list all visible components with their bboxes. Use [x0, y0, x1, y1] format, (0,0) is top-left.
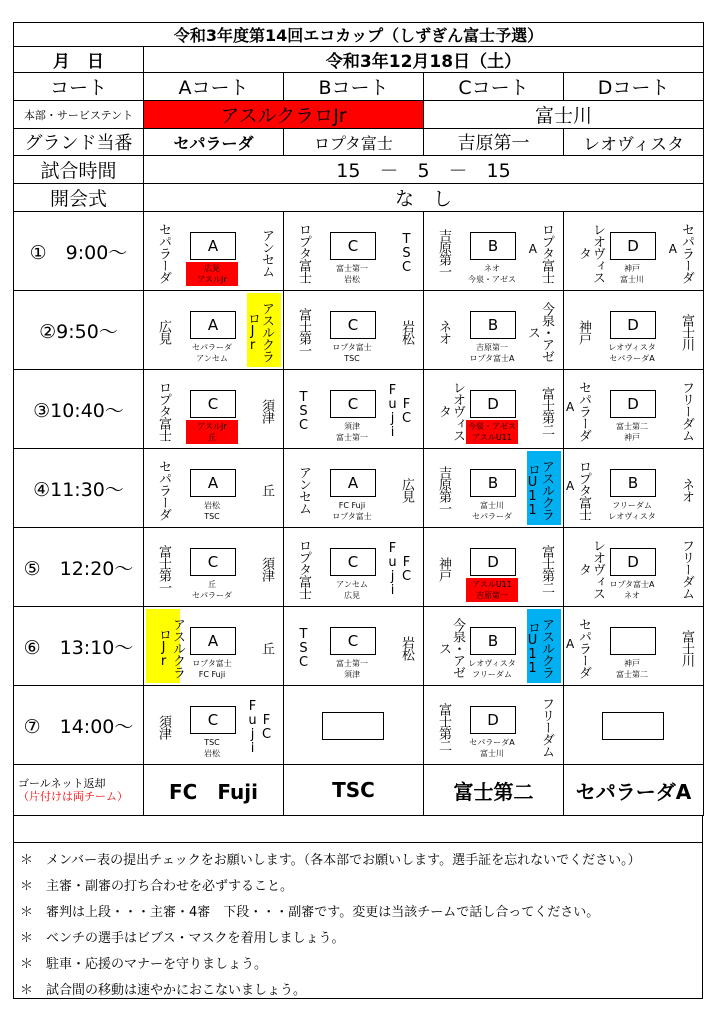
match-cell	[284, 528, 424, 607]
slot-time-label: ① 9:00～	[14, 212, 144, 291]
slot-time-label: ④11:30～	[14, 449, 144, 528]
referee-main: 須津	[344, 422, 360, 431]
goal-label: ゴールネット返却	[18, 777, 106, 790]
slot-time-label: ②9:50～	[14, 291, 144, 370]
home-team: 広見	[156, 320, 171, 344]
home-team: セパラーダ	[156, 460, 171, 520]
referee-main: レオヴィスタ	[468, 659, 516, 668]
away-team: フリーダム	[539, 697, 554, 757]
slot-time-label: ⑥ 13:10～	[14, 607, 144, 686]
referee-main: レオヴィスタ	[608, 343, 656, 352]
match-cell	[424, 212, 564, 291]
home-team: ロプタ富士	[296, 539, 311, 599]
match-cell	[424, 449, 564, 528]
match-cell	[144, 370, 284, 449]
away-team: 富士川	[679, 314, 695, 350]
match-cell	[144, 291, 284, 370]
referee-assistant: 広見	[344, 591, 360, 600]
referee-assistant: アスルU11	[472, 433, 512, 442]
court-label: コート	[14, 73, 144, 101]
home-team: アスルクラロJr	[156, 618, 185, 678]
referee-main: アスルU11	[472, 580, 512, 589]
away-team: アンセム	[259, 229, 274, 277]
away-team: 須津	[259, 399, 274, 423]
away-team: フリーダム	[679, 381, 695, 441]
referee-assistant: 富士川	[620, 275, 644, 284]
goal-note: （片付けは両チーム）	[18, 790, 128, 803]
referee-main: TSC	[204, 738, 220, 747]
team-prefix: A	[566, 637, 575, 651]
match-cell	[144, 607, 284, 686]
away-team: 今泉・アゼス	[525, 302, 554, 362]
court-box: A	[190, 311, 236, 339]
away-team: セパラーダ	[679, 223, 695, 283]
referee-assistant: 吉原第一	[476, 591, 508, 600]
home-team: 今泉・アゼス	[436, 618, 465, 678]
away-team: フリーダム	[679, 539, 695, 599]
court-box: D	[470, 706, 516, 734]
match-cell	[144, 449, 284, 528]
home-team: アンセム	[296, 466, 311, 514]
court-box: C	[190, 390, 236, 418]
match-cell	[424, 528, 564, 607]
ground-a: セパラーダ	[144, 129, 284, 156]
opening-label: 開会式	[14, 184, 144, 212]
referee-main: 富士第一	[336, 264, 368, 273]
match-cell	[284, 686, 424, 765]
court-box: D	[470, 548, 516, 576]
away-team: アスルクラロU11	[525, 618, 554, 678]
referee-main: FC Fuji	[338, 501, 366, 510]
referee-assistant: FC Fuji	[198, 670, 226, 679]
time-value: 15 － 5 － 15	[144, 156, 704, 184]
match-cell	[564, 449, 704, 528]
match-cell	[564, 291, 704, 370]
date-value: 令和3年12月18日（土）	[144, 47, 704, 73]
team-prefix: A	[566, 479, 575, 493]
home-team: ロプタ富士	[296, 223, 311, 283]
home-team: レオヴィスタ	[576, 223, 605, 283]
court-box: D	[610, 311, 656, 339]
match-cell	[284, 291, 424, 370]
home-team: レオヴィスタ	[576, 539, 605, 599]
slot-time-label: ⑦ 14:00～	[14, 686, 144, 765]
home-team: ロプタ富士	[156, 381, 171, 441]
referee-assistant: セパラーダ	[192, 591, 232, 600]
court-box: C	[330, 390, 376, 418]
referee-main: ロプタ富士	[192, 659, 232, 668]
court-box: D	[610, 548, 656, 576]
referee-main: セパラーダA	[469, 738, 515, 747]
match-cell	[424, 291, 564, 370]
referee-main: ロプタ富士A	[609, 580, 655, 589]
note-line: ＊ 試合間の移動は速やかにおこないましょう。	[20, 983, 307, 998]
match-cell	[144, 212, 284, 291]
note-line: ＊ 駐車・応援のマナーを守りましょう。	[20, 957, 268, 972]
away-team: アスルクラロJr	[245, 302, 274, 362]
notes-box	[13, 842, 703, 999]
note-line: ＊ 主審・副審の打ち合わせを必ずすること。	[20, 879, 294, 894]
hq-ab: アスルクラロJr	[144, 101, 424, 129]
match-cell	[564, 607, 704, 686]
referee-main: アンセム	[336, 580, 368, 589]
referee-assistant: 富士第二	[616, 670, 648, 679]
referee-assistant: ネオ	[624, 591, 640, 600]
match-cell	[564, 528, 704, 607]
court-box: C	[330, 311, 376, 339]
hq-label: 本部・サービステント	[14, 101, 144, 129]
away-team: FC Fuji	[245, 699, 274, 755]
match-cell	[424, 607, 564, 686]
time-label: 試合時間	[14, 156, 144, 184]
match-cell	[284, 370, 424, 449]
home-team: ネオ	[436, 320, 451, 344]
referee-assistant: アンセム	[196, 354, 228, 363]
court-box: B	[470, 469, 516, 497]
referee-main: セパラーダ	[192, 343, 232, 352]
away-team: ロプタ富士	[539, 223, 554, 283]
home-team: 吉原第一	[436, 229, 451, 277]
schedule-sheet	[13, 22, 703, 816]
referee-assistant: ロプタ富士	[332, 512, 372, 521]
referee-main: 富士第一	[336, 659, 368, 668]
home-team: TSC	[296, 627, 311, 669]
court-box: D	[610, 232, 656, 260]
away-team: 富士川	[679, 630, 695, 666]
opening-value: な し	[144, 184, 704, 212]
court-box: C	[330, 627, 376, 655]
court-box	[602, 712, 664, 740]
ground-b: ロプタ富士	[284, 129, 424, 156]
away-team: 須津	[259, 557, 274, 581]
slot-time-label: ③10:40～	[14, 370, 144, 449]
referee-assistant: TSC	[204, 512, 220, 521]
home-team: 富士第一	[296, 308, 311, 356]
court-b: Bコート	[284, 73, 424, 101]
home-team: セパラーダ	[576, 381, 591, 441]
court-box: B	[470, 232, 516, 260]
match-cell	[564, 212, 704, 291]
away-team: 岩松	[399, 636, 414, 660]
home-team: 富士第一	[156, 545, 171, 593]
note-line: ＊ メンバー表の提出チェックをお願いします。（各本部でお願いします。選手証を忘れないでください。）	[20, 853, 641, 868]
home-team: ロプタ富士	[576, 460, 591, 520]
court-box	[610, 627, 656, 655]
court-box: A	[190, 627, 236, 655]
hq-cd: 富士川	[424, 101, 704, 129]
court-box: C	[330, 232, 376, 260]
court-box: B	[610, 469, 656, 497]
referee-assistant: 岩松	[204, 749, 220, 758]
referee-main: ロプタ富士	[332, 343, 372, 352]
ground-c: 吉原第一	[424, 129, 564, 156]
match-cell	[144, 686, 284, 765]
team-prefix: A	[668, 242, 678, 256]
court-box: A	[190, 469, 236, 497]
match-cell	[144, 528, 284, 607]
referee-assistant: ロプタ富士A	[469, 354, 515, 363]
court-box	[322, 712, 384, 740]
court-box: B	[470, 311, 516, 339]
court-box: C	[330, 548, 376, 576]
goal-team-c: 富士第二	[424, 765, 564, 816]
note-line: ＊ 審判は上段・・・主審・4審 下段・・・副審です。変更は当該チームで話し合ってください。	[20, 905, 600, 920]
referee-assistant: 須津	[344, 670, 360, 679]
referee-assistant: レオヴィスタ	[608, 512, 656, 521]
court-box: B	[470, 627, 516, 655]
referee-main: 吉原第一	[476, 343, 508, 352]
away-team: 丘	[259, 642, 274, 654]
referee-main: 富士川	[480, 501, 504, 510]
away-team: アスルクラロU11	[525, 460, 554, 520]
referee-main: ネオ	[484, 264, 500, 273]
referee-assistant: セパラーダA	[609, 354, 655, 363]
referee-assistant: TSC	[344, 354, 360, 363]
away-team: 広見	[399, 478, 414, 502]
court-box: D	[610, 390, 656, 418]
home-team: レオヴィスタ	[436, 381, 465, 441]
match-cell	[424, 370, 564, 449]
goal-label-cell	[14, 765, 144, 816]
referee-main: 広見	[204, 264, 220, 273]
referee-main: アスルJr	[197, 422, 227, 431]
schedule-table	[13, 22, 704, 816]
match-cell	[424, 686, 564, 765]
referee-assistant: 岩松	[344, 275, 360, 284]
court-box: D	[470, 390, 516, 418]
home-team: セパラーダ	[576, 618, 591, 678]
ground-label: グランド当番	[14, 129, 144, 156]
away-team: 富士第二	[539, 545, 554, 593]
away-team: 丘	[259, 484, 274, 496]
referee-main: 神戸	[624, 264, 640, 273]
referee-assistant: 富士第一	[336, 433, 368, 442]
court-d: Dコート	[564, 73, 704, 101]
referee-main: 丘	[208, 580, 216, 589]
home-team: 吉原第一	[436, 466, 451, 514]
referee-main: フリーダム	[612, 501, 652, 510]
match-cell	[564, 370, 704, 449]
away-team: TSC	[399, 232, 414, 274]
court-box: C	[190, 548, 236, 576]
court-box: C	[190, 706, 236, 734]
away-team: 岩松	[399, 320, 414, 344]
away-team: FC Fuji	[385, 541, 414, 597]
referee-assistant: セパラーダ	[472, 512, 512, 521]
goal-team-d: セパラーダA	[564, 765, 704, 816]
goal-team-b: TSC	[284, 765, 424, 816]
match-cell	[284, 607, 424, 686]
ground-d: レオヴィスタ	[564, 129, 704, 156]
court-box: A	[330, 469, 376, 497]
home-team: セパラーダ	[156, 223, 171, 283]
page-title: 令和3年度第14回エコカップ（しずぎん富士予選）	[14, 23, 704, 47]
spacer-row	[13, 815, 703, 842]
referee-assistant: アスルJr	[197, 275, 227, 284]
away-team: FC Fuji	[385, 383, 414, 439]
home-team: 須津	[156, 715, 171, 739]
referee-main: 今泉・アゼス	[468, 422, 516, 431]
slot-time-label: ⑤ 12:20～	[14, 528, 144, 607]
referee-main: 岩松	[204, 501, 220, 510]
referee-assistant: 今泉・アゼス	[468, 275, 516, 284]
goal-team-a: FC Fuji	[144, 765, 284, 816]
away-team: ネオ	[679, 478, 695, 502]
referee-main: 神戸	[624, 659, 640, 668]
match-cell	[284, 449, 424, 528]
note-line: ＊ ベンチの選手はビブス・マスクを着用しましょう。	[20, 931, 345, 946]
referee-assistant: 丘	[208, 433, 216, 442]
court-a: Aコート	[144, 73, 284, 101]
team-prefix: A	[528, 242, 537, 256]
team-prefix: A	[566, 400, 575, 414]
date-label: 月 日	[14, 47, 144, 73]
home-team: 神戸	[436, 557, 451, 581]
referee-main: 富士第二	[616, 422, 648, 431]
referee-assistant: 神戸	[624, 433, 640, 442]
court-c: Cコート	[424, 73, 564, 101]
home-team: TSC	[296, 390, 311, 432]
away-team: 富士第二	[539, 387, 554, 435]
home-team: 富士第二	[436, 703, 451, 751]
match-cell	[564, 686, 704, 765]
court-box: A	[190, 232, 236, 260]
referee-assistant: 富士川	[480, 749, 504, 758]
home-team: 神戸	[576, 320, 591, 344]
referee-assistant: フリーダム	[472, 670, 512, 679]
match-cell	[284, 212, 424, 291]
